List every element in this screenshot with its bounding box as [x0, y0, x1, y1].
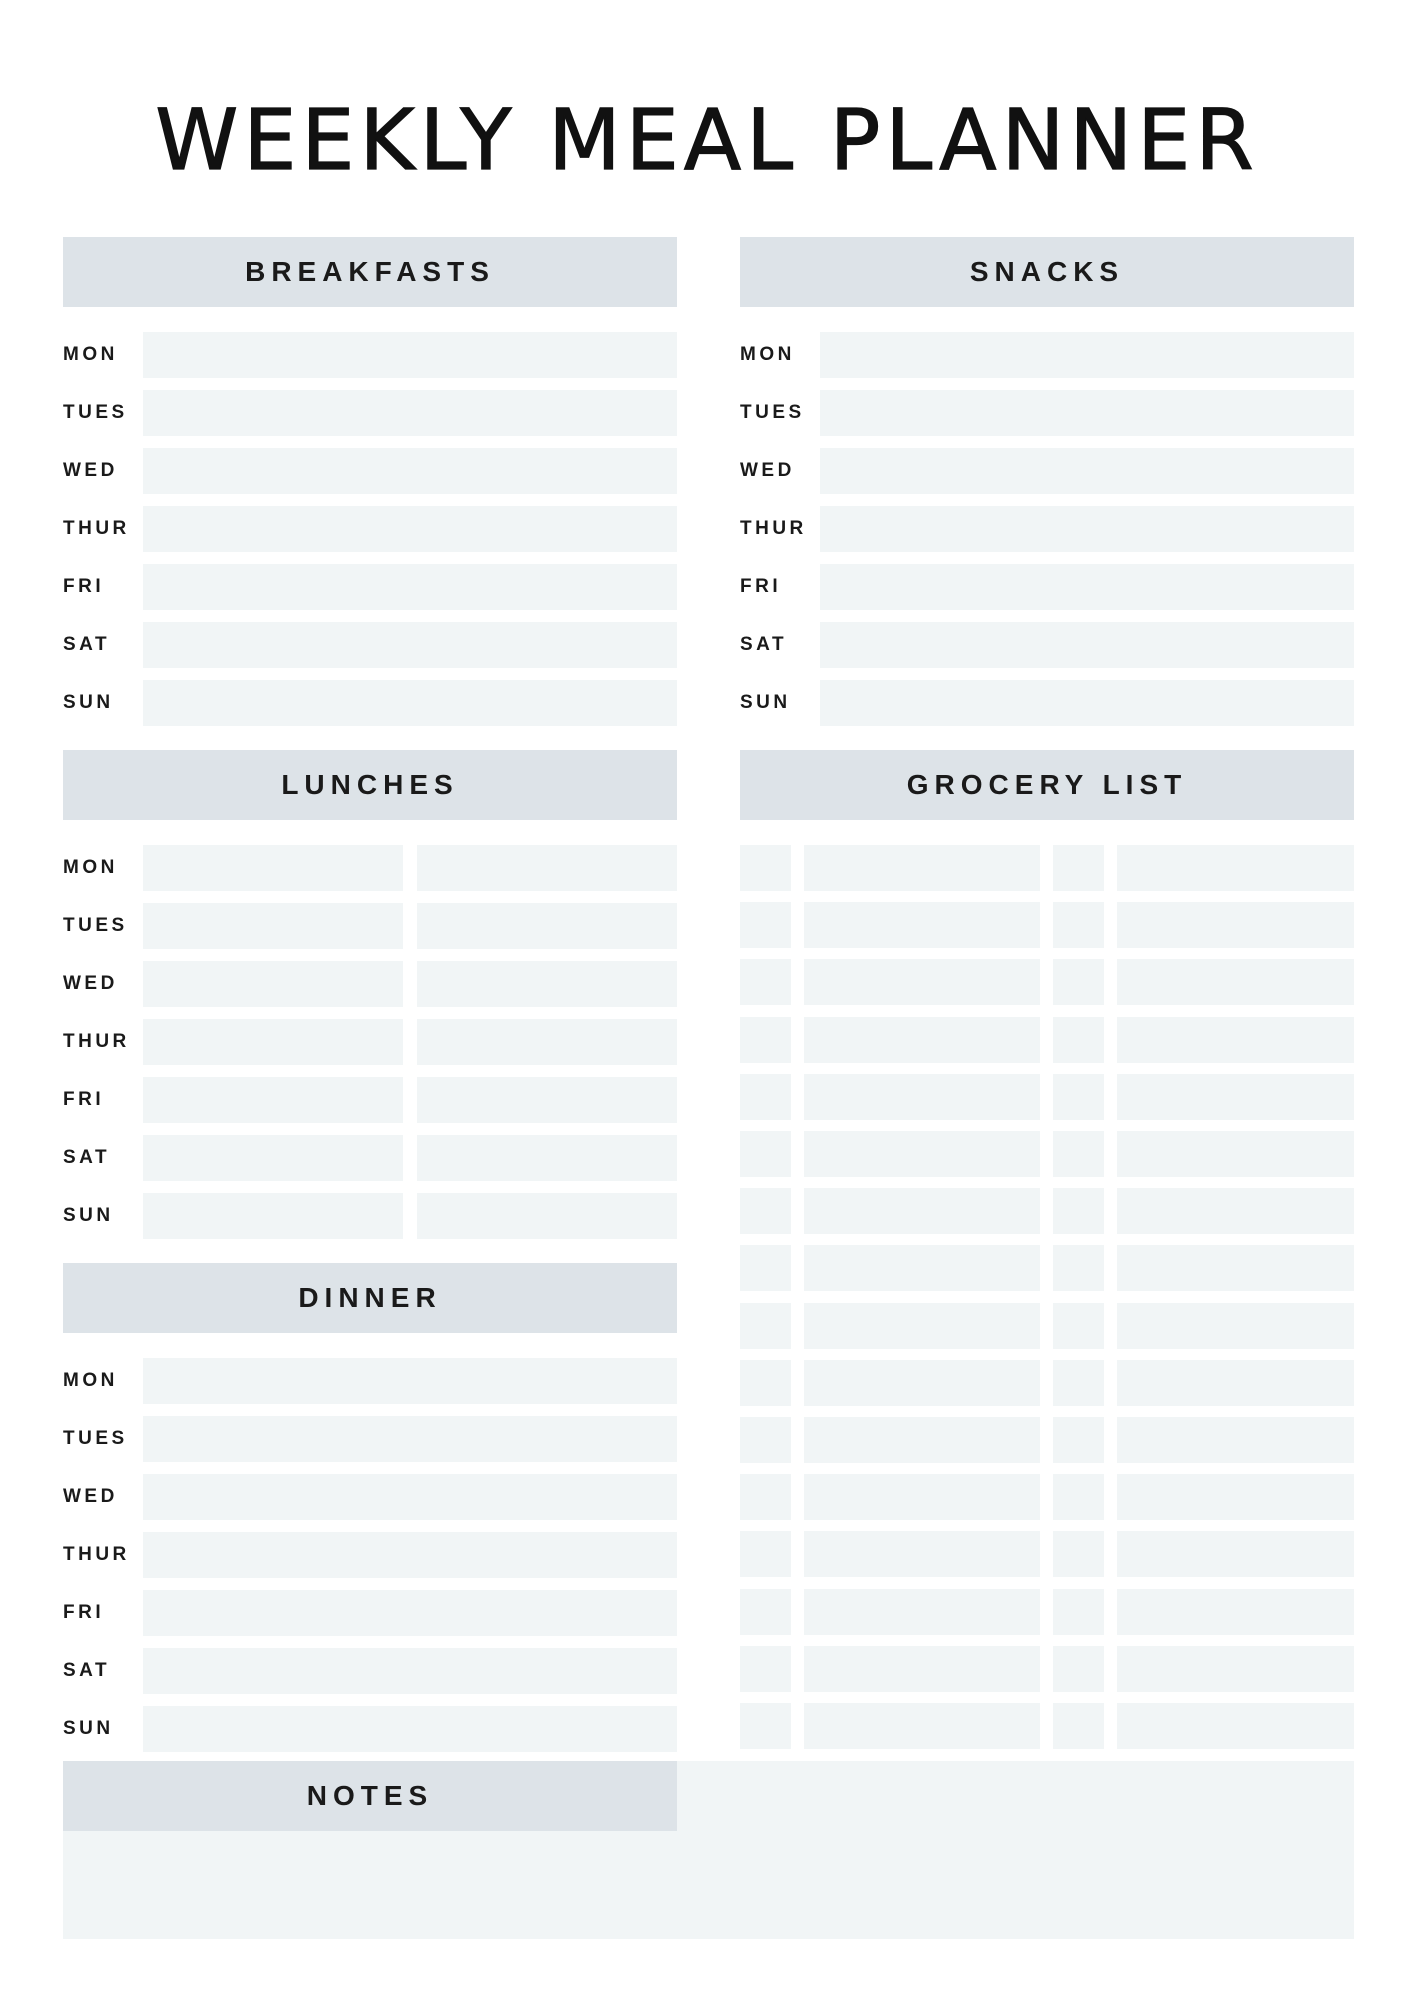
- dinner-day-label: THUR: [63, 1544, 130, 1565]
- grocery-checkbox[interactable]: [740, 1188, 791, 1234]
- dinner-title: DINNER: [298, 1282, 442, 1313]
- grocery-item-field[interactable]: [804, 1474, 1040, 1520]
- dinner-entry-field[interactable]: [143, 1416, 677, 1462]
- dinner-entry-field[interactable]: [143, 1532, 677, 1578]
- dinner-day-label: TUES: [63, 1428, 128, 1449]
- lunches-entry-field[interactable]: [143, 1193, 403, 1239]
- grocery-item-field[interactable]: [804, 1360, 1040, 1406]
- dinner-entry-field[interactable]: [143, 1706, 677, 1752]
- grocery-item-field[interactable]: [804, 1703, 1040, 1749]
- breakfasts-day-label: MON: [63, 344, 118, 365]
- snacks-day-label: FRI: [740, 576, 782, 597]
- grocery-item-field[interactable]: [804, 1589, 1040, 1635]
- grocery-checkbox[interactable]: [740, 1360, 791, 1406]
- grocery-checkbox[interactable]: [1053, 1646, 1104, 1692]
- grocery-item-field[interactable]: [804, 1417, 1040, 1463]
- grocery-item-field[interactable]: [1117, 1303, 1354, 1349]
- breakfasts-day-label: SUN: [63, 692, 114, 713]
- grocery-item-field[interactable]: [1117, 845, 1354, 891]
- grocery-item-field[interactable]: [804, 959, 1040, 1005]
- grocery-item-field[interactable]: [1117, 1589, 1354, 1635]
- breakfasts-title: BREAKFASTS: [245, 256, 495, 287]
- grocery-checkbox[interactable]: [740, 1417, 791, 1463]
- grocery-item-field[interactable]: [1117, 1188, 1354, 1234]
- dinner-entry-field[interactable]: [143, 1590, 677, 1636]
- lunches-entry-field[interactable]: [143, 845, 403, 891]
- grocery-list-title: GROCERY LIST: [906, 769, 1188, 800]
- grocery-item-field[interactable]: [804, 1531, 1040, 1577]
- snacks-entry-field[interactable]: [820, 564, 1354, 610]
- grocery-checkbox[interactable]: [740, 1017, 791, 1063]
- grocery-checkbox[interactable]: [1053, 1589, 1104, 1635]
- grocery-checkbox[interactable]: [740, 1245, 791, 1291]
- breakfasts-entry-field[interactable]: [143, 332, 677, 378]
- grocery-item-field[interactable]: [1117, 959, 1354, 1005]
- lunches-entry-field[interactable]: [143, 1019, 403, 1065]
- grocery-checkbox[interactable]: [740, 1131, 791, 1177]
- breakfasts-entry-field[interactable]: [143, 564, 677, 610]
- grocery-checkbox[interactable]: [740, 1303, 791, 1349]
- grocery-checkbox[interactable]: [1053, 845, 1104, 891]
- breakfasts-entry-field[interactable]: [143, 506, 677, 552]
- breakfasts-day-label: THUR: [63, 518, 130, 539]
- grocery-item-field[interactable]: [804, 902, 1040, 948]
- lunches-entry-field[interactable]: [417, 845, 677, 891]
- lunches-day-label: SAT: [63, 1147, 111, 1168]
- breakfasts-day-label: TUES: [63, 402, 128, 423]
- lunches-entry-field[interactable]: [143, 1135, 403, 1181]
- breakfasts-header: [63, 237, 677, 307]
- grocery-checkbox[interactable]: [1053, 1188, 1104, 1234]
- snacks-day-label: THUR: [740, 518, 807, 539]
- grocery-item-field[interactable]: [804, 1245, 1040, 1291]
- dinner-day-label: MON: [63, 1370, 118, 1391]
- dinner-header: [63, 1263, 677, 1333]
- breakfasts-day-label: FRI: [63, 576, 105, 597]
- grocery-item-field[interactable]: [804, 1646, 1040, 1692]
- breakfasts-entry-field[interactable]: [143, 680, 677, 726]
- grocery-checkbox[interactable]: [740, 1589, 791, 1635]
- grocery-checkbox[interactable]: [740, 1474, 791, 1520]
- grocery-item-field[interactable]: [1117, 1131, 1354, 1177]
- lunches-entry-field[interactable]: [143, 903, 403, 949]
- lunches-entry-field[interactable]: [417, 1193, 677, 1239]
- snacks-title: SNACKS: [969, 256, 1125, 287]
- grocery-item-field[interactable]: [1117, 1074, 1354, 1120]
- lunches-entry-field[interactable]: [417, 903, 677, 949]
- breakfasts-entry-field[interactable]: [143, 622, 677, 668]
- grocery-checkbox[interactable]: [1053, 1245, 1104, 1291]
- snacks-entry-field[interactable]: [820, 332, 1354, 378]
- snacks-entry-field[interactable]: [820, 448, 1354, 494]
- snacks-day-label: WED: [740, 460, 795, 481]
- grocery-checkbox[interactable]: [1053, 1303, 1104, 1349]
- grocery-checkbox[interactable]: [1053, 1474, 1104, 1520]
- grocery-checkbox[interactable]: [1053, 1703, 1104, 1749]
- dinner-day-label: FRI: [63, 1602, 105, 1623]
- grocery-checkbox[interactable]: [1053, 902, 1104, 948]
- dinner-entry-field[interactable]: [143, 1358, 677, 1404]
- dinner-entry-field[interactable]: [143, 1474, 677, 1520]
- grocery-checkbox[interactable]: [740, 1074, 791, 1120]
- grocery-item-field[interactable]: [804, 1131, 1040, 1177]
- grocery-checkbox[interactable]: [1053, 1360, 1104, 1406]
- lunches-title: LUNCHES: [281, 769, 459, 800]
- lunches-header: [63, 750, 677, 820]
- grocery-item-field[interactable]: [1117, 1474, 1354, 1520]
- grocery-checkbox[interactable]: [1053, 1131, 1104, 1177]
- grocery-checkbox[interactable]: [1053, 1017, 1104, 1063]
- lunches-day-label: FRI: [63, 1089, 105, 1110]
- grocery-item-field[interactable]: [1117, 1417, 1354, 1463]
- grocery-checkbox[interactable]: [740, 1531, 791, 1577]
- grocery-checkbox[interactable]: [740, 1646, 791, 1692]
- snacks-day-label: SAT: [740, 634, 788, 655]
- lunches-entry-field[interactable]: [143, 1077, 403, 1123]
- grocery-item-field[interactable]: [1117, 1531, 1354, 1577]
- notes-header: [63, 1761, 677, 1831]
- grocery-item-field[interactable]: [1117, 1017, 1354, 1063]
- lunches-day-label: TUES: [63, 915, 128, 936]
- grocery-checkbox[interactable]: [740, 845, 791, 891]
- dinner-day-label: SUN: [63, 1718, 114, 1739]
- grocery-list-header: [740, 750, 1354, 820]
- grocery-item-field[interactable]: [1117, 1646, 1354, 1692]
- dinner-entry-field[interactable]: [143, 1648, 677, 1694]
- lunches-day-label: THUR: [63, 1031, 130, 1052]
- grocery-checkbox[interactable]: [740, 1703, 791, 1749]
- breakfasts-entry-field[interactable]: [143, 448, 677, 494]
- grocery-item-field[interactable]: [804, 1017, 1040, 1063]
- grocery-item-field[interactable]: [1117, 1245, 1354, 1291]
- grocery-checkbox[interactable]: [740, 902, 791, 948]
- grocery-checkbox[interactable]: [1053, 1074, 1104, 1120]
- lunches-entry-field[interactable]: [417, 1135, 677, 1181]
- grocery-item-field[interactable]: [1117, 1360, 1354, 1406]
- dinner-day-label: SAT: [63, 1660, 111, 1681]
- grocery-item-field[interactable]: [804, 1303, 1040, 1349]
- notes-title: NOTES: [306, 1780, 434, 1811]
- snacks-entry-field[interactable]: [820, 680, 1354, 726]
- lunches-entry-field[interactable]: [417, 961, 677, 1007]
- grocery-checkbox[interactable]: [740, 959, 791, 1005]
- lunches-day-label: WED: [63, 973, 118, 994]
- grocery-checkbox[interactable]: [1053, 1417, 1104, 1463]
- dinner-day-label: WED: [63, 1486, 118, 1507]
- lunches-day-label: SUN: [63, 1205, 114, 1226]
- grocery-item-field[interactable]: [1117, 902, 1354, 948]
- page-title: WEEKLY MEAL PLANNER: [155, 91, 1259, 189]
- grocery-item-field[interactable]: [804, 1074, 1040, 1120]
- grocery-item-field[interactable]: [804, 845, 1040, 891]
- lunches-day-label: MON: [63, 857, 118, 878]
- snacks-entry-field[interactable]: [820, 506, 1354, 552]
- grocery-item-field[interactable]: [804, 1188, 1040, 1234]
- snacks-day-label: MON: [740, 344, 795, 365]
- grocery-checkbox[interactable]: [1053, 959, 1104, 1005]
- grocery-checkbox[interactable]: [1053, 1531, 1104, 1577]
- snacks-header: [740, 237, 1354, 307]
- snacks-entry-field[interactable]: [820, 390, 1354, 436]
- breakfasts-day-label: WED: [63, 460, 118, 481]
- breakfasts-day-label: SAT: [63, 634, 111, 655]
- lunches-entry-field[interactable]: [417, 1077, 677, 1123]
- grocery-item-field[interactable]: [1117, 1703, 1354, 1749]
- snacks-entry-field[interactable]: [820, 622, 1354, 668]
- lunches-entry-field[interactable]: [143, 961, 403, 1007]
- snacks-day-label: SUN: [740, 692, 791, 713]
- breakfasts-entry-field[interactable]: [143, 390, 677, 436]
- snacks-day-label: TUES: [740, 402, 805, 423]
- lunches-entry-field[interactable]: [417, 1019, 677, 1065]
